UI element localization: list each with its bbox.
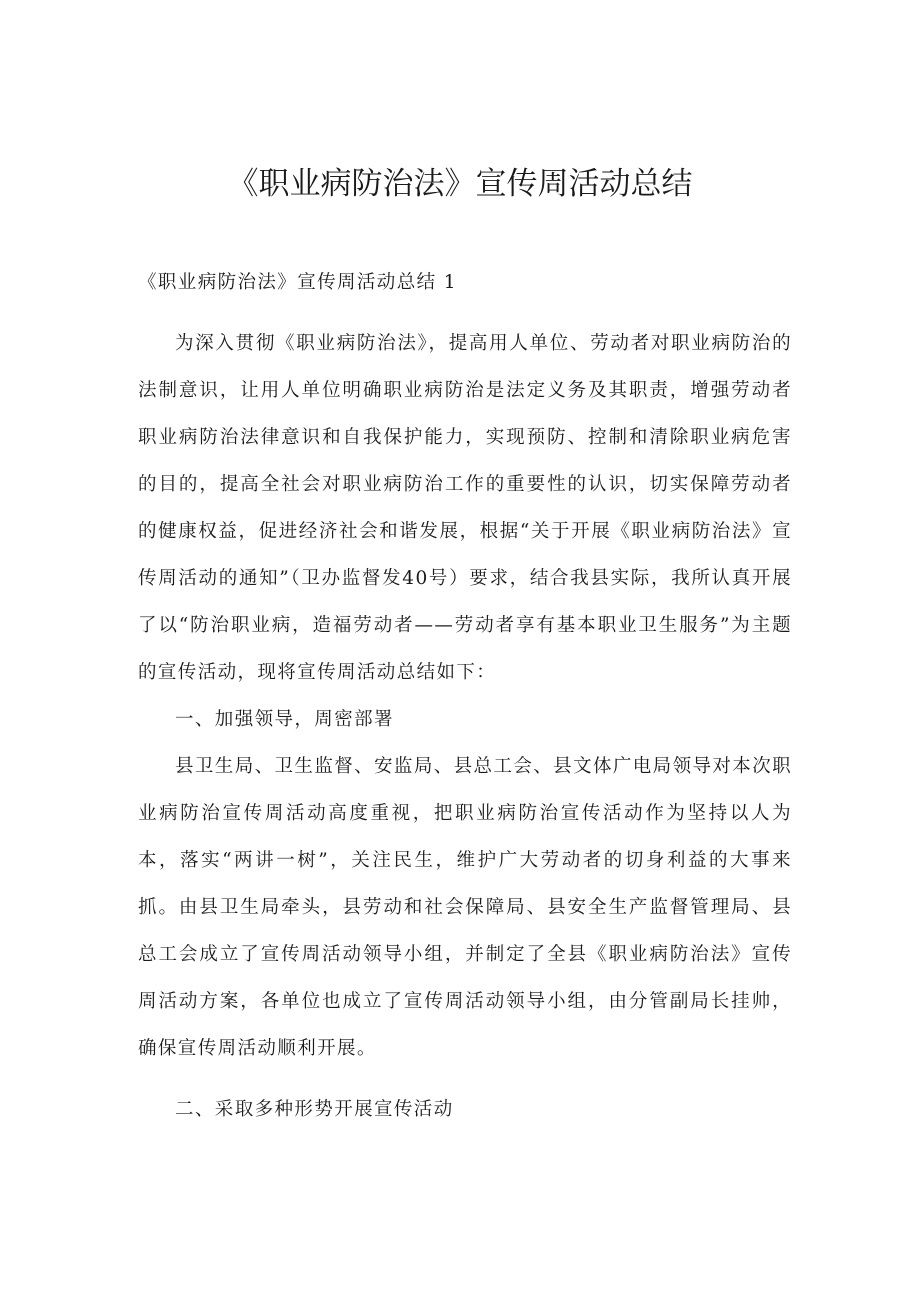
section-subtitle: 《职业病防治法》宣传周活动总结 1 bbox=[138, 272, 457, 293]
paragraph-leadership: 县卫生局、卫生监督、安监局、县总工会、县文体广电局领导对本次职业病防治宣传周活动高度重视，把职业病防治宣传活动作为坚持以人为本，落实“两讲一树”，关注民生，维护广大劳动者的切身利益的大事来抓。由县卫生局牵头，县劳动和社会保障局、县安全生产监督管理局、县总工会成立了宣传周活动领导小组，并制定了全县《职业病防治法》宣传周活动方案，各单位也成立了宣传周活动领导小组，由分管副局长挂帅，确保宣传周活动顺利开展。 bbox=[138, 756, 792, 1059]
section-heading-1: 一、加强领导，周密部署 bbox=[175, 709, 394, 730]
section-heading-2: 二、采取多种形势开展宣传活动 bbox=[175, 1099, 454, 1120]
document-title: 《职业病防治法》宣传周活动总结 bbox=[227, 166, 693, 202]
document-body bbox=[138, 259, 792, 1133]
paragraph-intro: 为深入贯彻《职业病防治法》，提高用人单位、劳动者对职业病防治的法制意识，让用人单位明确职业病防治是法定义务及其职责，增强劳动者职业病防治法律意识和自我保护能力，实现预防、控制和清除职业病危害的目的，提高全社会对职业病防治工作的重要性的认识，切实保障劳动者的健康权益，促进经济社会和谐发展，根据“关于开展《职业病防治法》宣传周活动的通知”（卫办监督发40号）要求，结合我县实际，我所认真开展了以“防治职业病，造福劳动者——劳动者享有基本职业卫生服务”为主题的宣传活动，现将宣传周活动总结如下： bbox=[138, 333, 792, 683]
